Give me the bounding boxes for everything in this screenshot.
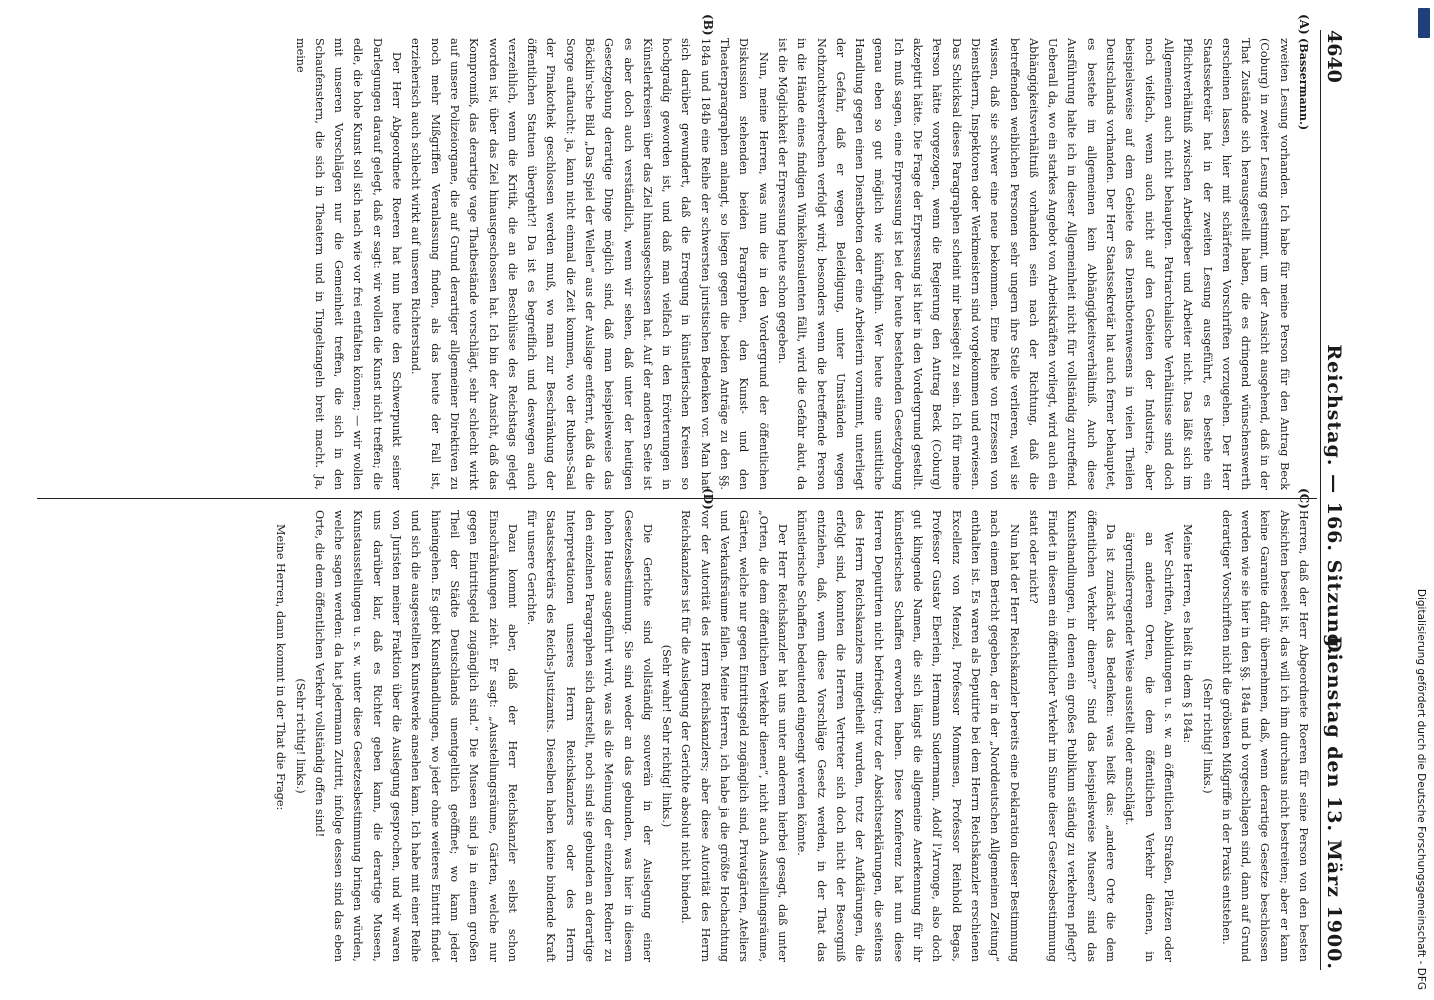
paragraph: Die Gerichte sind vollständig souverän in der Auslegung einer Gesetzesbestimmung. Sie sind weder an das gebunden, was hier in diesem hohen Hause ausgeführt wird, was als die Meinung der einzelnen Redner zu den einzelnen Paragraphen sich darstellt, noch sind sie gebunden an derartige Interpretationen unseres Herrn Reichskanzlers oder des Herrn Staatssekretärs des Reichs-Justizamts. Dieselben haben keine bindende Kraft für unsere Gerichte. [525,510,654,962]
document-page [25,10,1355,990]
paragraph: (Sehr richtig! links.) [1200,678,1214,794]
paragraph: Wer Schriften, Abbildungen u. s. w. an öffentlichen Straßen, Plätzen oder an anderen Orten, die dem öffentlichen Verkehr dienen, in ärgernißerregender Weise ausstellt oder anschlägt. [1123,532,1175,962]
margin-marker-b: (B) [701,14,715,36]
paragraph: Meine Herren, es heißt in dem § 184a: [1181,524,1195,744]
paragraph: (Sehr richtig! links.) [293,678,307,794]
digitization-note [1413,10,1427,990]
paragraph: Meine Herren, dann kommt in der That die Frage: [274,524,288,811]
paragraph: Der Herr Reichskanzler hat uns unter anderem hierbei gesagt, daß unter „Orten, die dem öffentlichen Verkehr dienen“, nicht auch Ausstellungsräume, Gärten, welche nur gegen Eintrittsgeld zugänglich sind, Privatgärten, Ateliers und Verkaufsräume fallen. Meine Herren, ich habe ja die größte Hochachtung vor der Autorität des Herrn Reichskanzlers; aber diese Autorität des Herrn Reichskanzlers ist für die Auslegung der Gerichte absolut nicht bindend. [679,510,789,962]
paragraph: Nun hat der Herr Reichskanzler bereits eine Deklaration dieser Bestimmung nach einem Bericht gegeben, der in der „Norddeutschen Allgemeinen Zeitung“ enthalten ist. Es waren als Deputirte bei dem Herrn Reichskanzler erschienen Excellenz von Menzel, Professor Mommsen, Professor Reinhold Begas, Professor Gustav Eberlein, Hermann Sudermann, Adolf l'Arronge, also doch gut klingende Namen, die sich längst die allgemeine Anerkennung für ihr künstlerisches Schaffen erworben haben. Diese Konferenz hat nun diese Herren Deputirten nicht befriedigt; trotz der Absichtserklärungen, die seitens des Herrn Reichskanzlers mitgetheilt wurden, trotz der Aufklärungen, die erfolgt sind, konnten die Herren Vertreter sich doch nicht der Besorgniß entziehen, daß, wenn diese Vorschläge Gesetz werden, in der That das künstlerische Schaffen bedeutend eingeengt werden könnte. [795,510,1021,962]
column-divider [37,498,1317,499]
margin-marker-c: (C) [1297,488,1311,509]
margin-marker-a: (A) [1297,14,1311,35]
paragraph: Herren, daß der Herr Abgeordnete Roeren für seine Person von den besten Absichten beseelt ist, das will ich ihm durchaus nicht bestreiten; aber er kann keine Garantie dafür übernehmen, daß, wenn derartige Gesetze beschlossen werden wie sie hier in den §§. 184a und b vorgeschlagen sind, dann auf Grund derartiger Vorschriften nicht die gröbsten Mißgriffe in der Praxis entstehen. [1219,510,1310,962]
paragraph: Nun, meine Herren, was nun die in den Vordergrund der öffentlichen Diskussion stehenden beiden Paragraphen, den Kunst- und den Theaterparagraphen anlangt, so liegen gegen die beiden Anträge zu den §§. 184a und 184b eine Reihe der schwersten juristischen Bedenken vor. Man hat sich darüber gewundert, daß die Erregung in künstlerischen Kreisen so hochgradig geworden ist, und daß man vielfach in den Erörterungen in Künstlerkreisen über das Ziel hinausgeschossen hat. Auf der anderen Seite ist es aber doch auch verständlich, wenn wir sehen, daß unter der heutigen Gesetzgebung derartige Dinge möglich sind, daß man beispielsweise das Böcklin'sche Bild „Das Spiel der Wellen“ aus der Auslage entfernt, daß da die Sorge auftaucht: ja, kann nicht einmal die Zeit kommen, wo der Rubens-Saal der Pinakothek geschlossen werden muß, wo man zur Beschränkung der öffentlichen Statuen übergeht?! Da ist es begreiflich und deswegen auch verzeihlich, wenn die Kritik, die an die Beschlüsse des Reichstags gelegt worden ist, über das Ziel hinausgeschossen hat. Ich bin der Ansicht, daß das Kompromiß, das derartige vage Thatbestände vorschlägt, sehr schlecht wirkt auf unsere Polizeiorgane, die auf Grund derartiger allgemeiner Direktiven zu noch mehr Mißgriffen Veranlassung finden, als das heute der Fall ist, erzieherisch auch schlecht wirkt auf unseren Richterstand. [409,38,770,490]
session-date: Dienstag den 13. März 1900. [1323,635,1345,970]
paragraph: zweiten Lesung vorhanden. Ich habe für meine Person für den Antrag Beck (Coburg) in zweiter Lesung gestimmt, um der Ansicht ausgehend, daß in der That Zustände sich herausgestellt haben, die es dringend wünschenswerth erscheinen lassen, hier mit schärferen Vorschriften vorzugehen. Der Herr Staatssekretär hat in der zweiten Lesung ausgeführt, es bestehe ein Pflichtverhältniß zwischen Arbeitgeber und Arbeiter nicht. Das läßt sich im Allgemeinen auch nicht behaupten. Patriarchalische Verhältnisse sind doch noch vielfach, wenn auch nicht auf den Gebieten der Industrie, aber beispielsweise auf dem Gebiete des Dienstbotenwesens in vielen Theilen Deutschlands vorhanden. Der Herr Staatssekretär hat auch ferner behauptet, es bestehe im allgemeinen kein Abhängigkeitsverhältniß. Auch diese Ausführung halte ich in dieser Allgemeinheit nicht für vollständig zutreffend. Ueberall da, wo ein starkes Angebot von Arbeitskräften vorliegt, wird auch ein Abhängigkeitsverhältniß vorhanden sein nach der Richtung, daß die betreffenden weiblichen Personen sehr ungern ihre Stelle verlieren, weil sie wissen, daß sie schwer eine neue bekommen. Eine Reihe von Erzessen von Dienstherrn, Inspektoren oder Werkmeistern sind vorgekommen und erwiesen. Das Schicksal dieses Paragraphen scheint mir besiegelt zu sein. Ich für meine Person hätte vorgezogen, wenn die Regierung den Antrag Beck (Coburg) akzeptirt hätte. Die Frage der Erpressung ist hier in den Vordergrund gestellt. Ich muß sagen, eine Erpressung ist bei der heute bestehenden Gesetzgebung genau eben so gut möglich wie künftighin. Wer heute eine unsittliche Handlung gegen einen Dienstboten oder eine Arbeiterin vornimmt, unterliegt der Gefahr, daß er wegen Beleidigung, unter Umständen wegen Nothzuchtsverbrechen verfolgt wird; besonders wenn die betreffende Person in die Hände eines findigen Winkelkonsulenten fällt, wird die Gefahr akut, da ist die Möglichkeit der Erpressung heute schon gegeben. [775,38,1291,490]
left-column [37,38,1313,490]
paragraph: Dazu kommt aber, daß der Herr Reichskanzler selbst schon Einschränkungen zieht. Er sagt: „Ausstellungsräume, Gärten, welche nur gegen Eintrittsgeld zugänglich sind.“ Die Museen sind ja in einem großen Theil der Städte Deutschlands unentgeltlich geöffnet; wo kann jeder hineingehen. Es giebt Kunsthandlungen, wo jeder ohne weiteres Eintritt findet und sich die ausgestellten Kunstwerke ansehen kann. Ich habe mit einer Reihe von Juristen meiner Fraktion über die Auslegung gesprochen, und wir waren uns darüber klar, daß es Richter geben kann, die derartige Museen, Kunstausstellungen u. s. w. unter diese Gesetzesbestimmung bringen würden, welche sagen werden: da hat jedermann Zutritt, infolge dessen sind das eben Orte, die dem öffentlichen Verkehr vollständig offen sind! [312,510,519,962]
paragraph: (Bassermann.) [1297,38,1311,131]
digitization-note-text: Digitalisierung gefördert durch die Deutsche Forschungsgemeinschaft - DFG [1415,588,1427,990]
session-title: Reichstag. — 166. Sitzung. [1323,344,1345,656]
paragraph: Da ist zunächst das Bedenken: was heißt das: „andere Orte die dem öffentlichen Verkehr dienen?“ Sind das beispielsweise Museen? sind das Kunsthandlungen, in denen ein großes Publikum ständig zu verkehren pflegt? Findet in diesem ein öffentlicher Verkehr im Sinne dieser Gesetzesbestimmung statt oder nicht? [1026,510,1118,962]
right-column [37,510,1313,962]
paragraph: (Sehr wahr! Sehr richtig! links.) [660,644,674,828]
page-header [1320,30,1347,970]
paragraph: Der Herr Abgeordnete Roeren hat nun heute den Schwerpunkt seiner Darlegungen darauf gelegt, daß er sagt: wir wollen die Kunst nicht treffen; die edle, die hohe Kunst soll sich nach wie vor frei entfalten können; — wir wollen mit unseren Vorschlägen nur die Gemeinheit treffen, die sich in den Schaufenstern, die sich in Theatern und in Tingeltangeln breit macht. Ja, meine [293,38,404,490]
margin-marker-d: (D) [701,488,715,510]
page-number: 4640 [1323,30,1345,83]
